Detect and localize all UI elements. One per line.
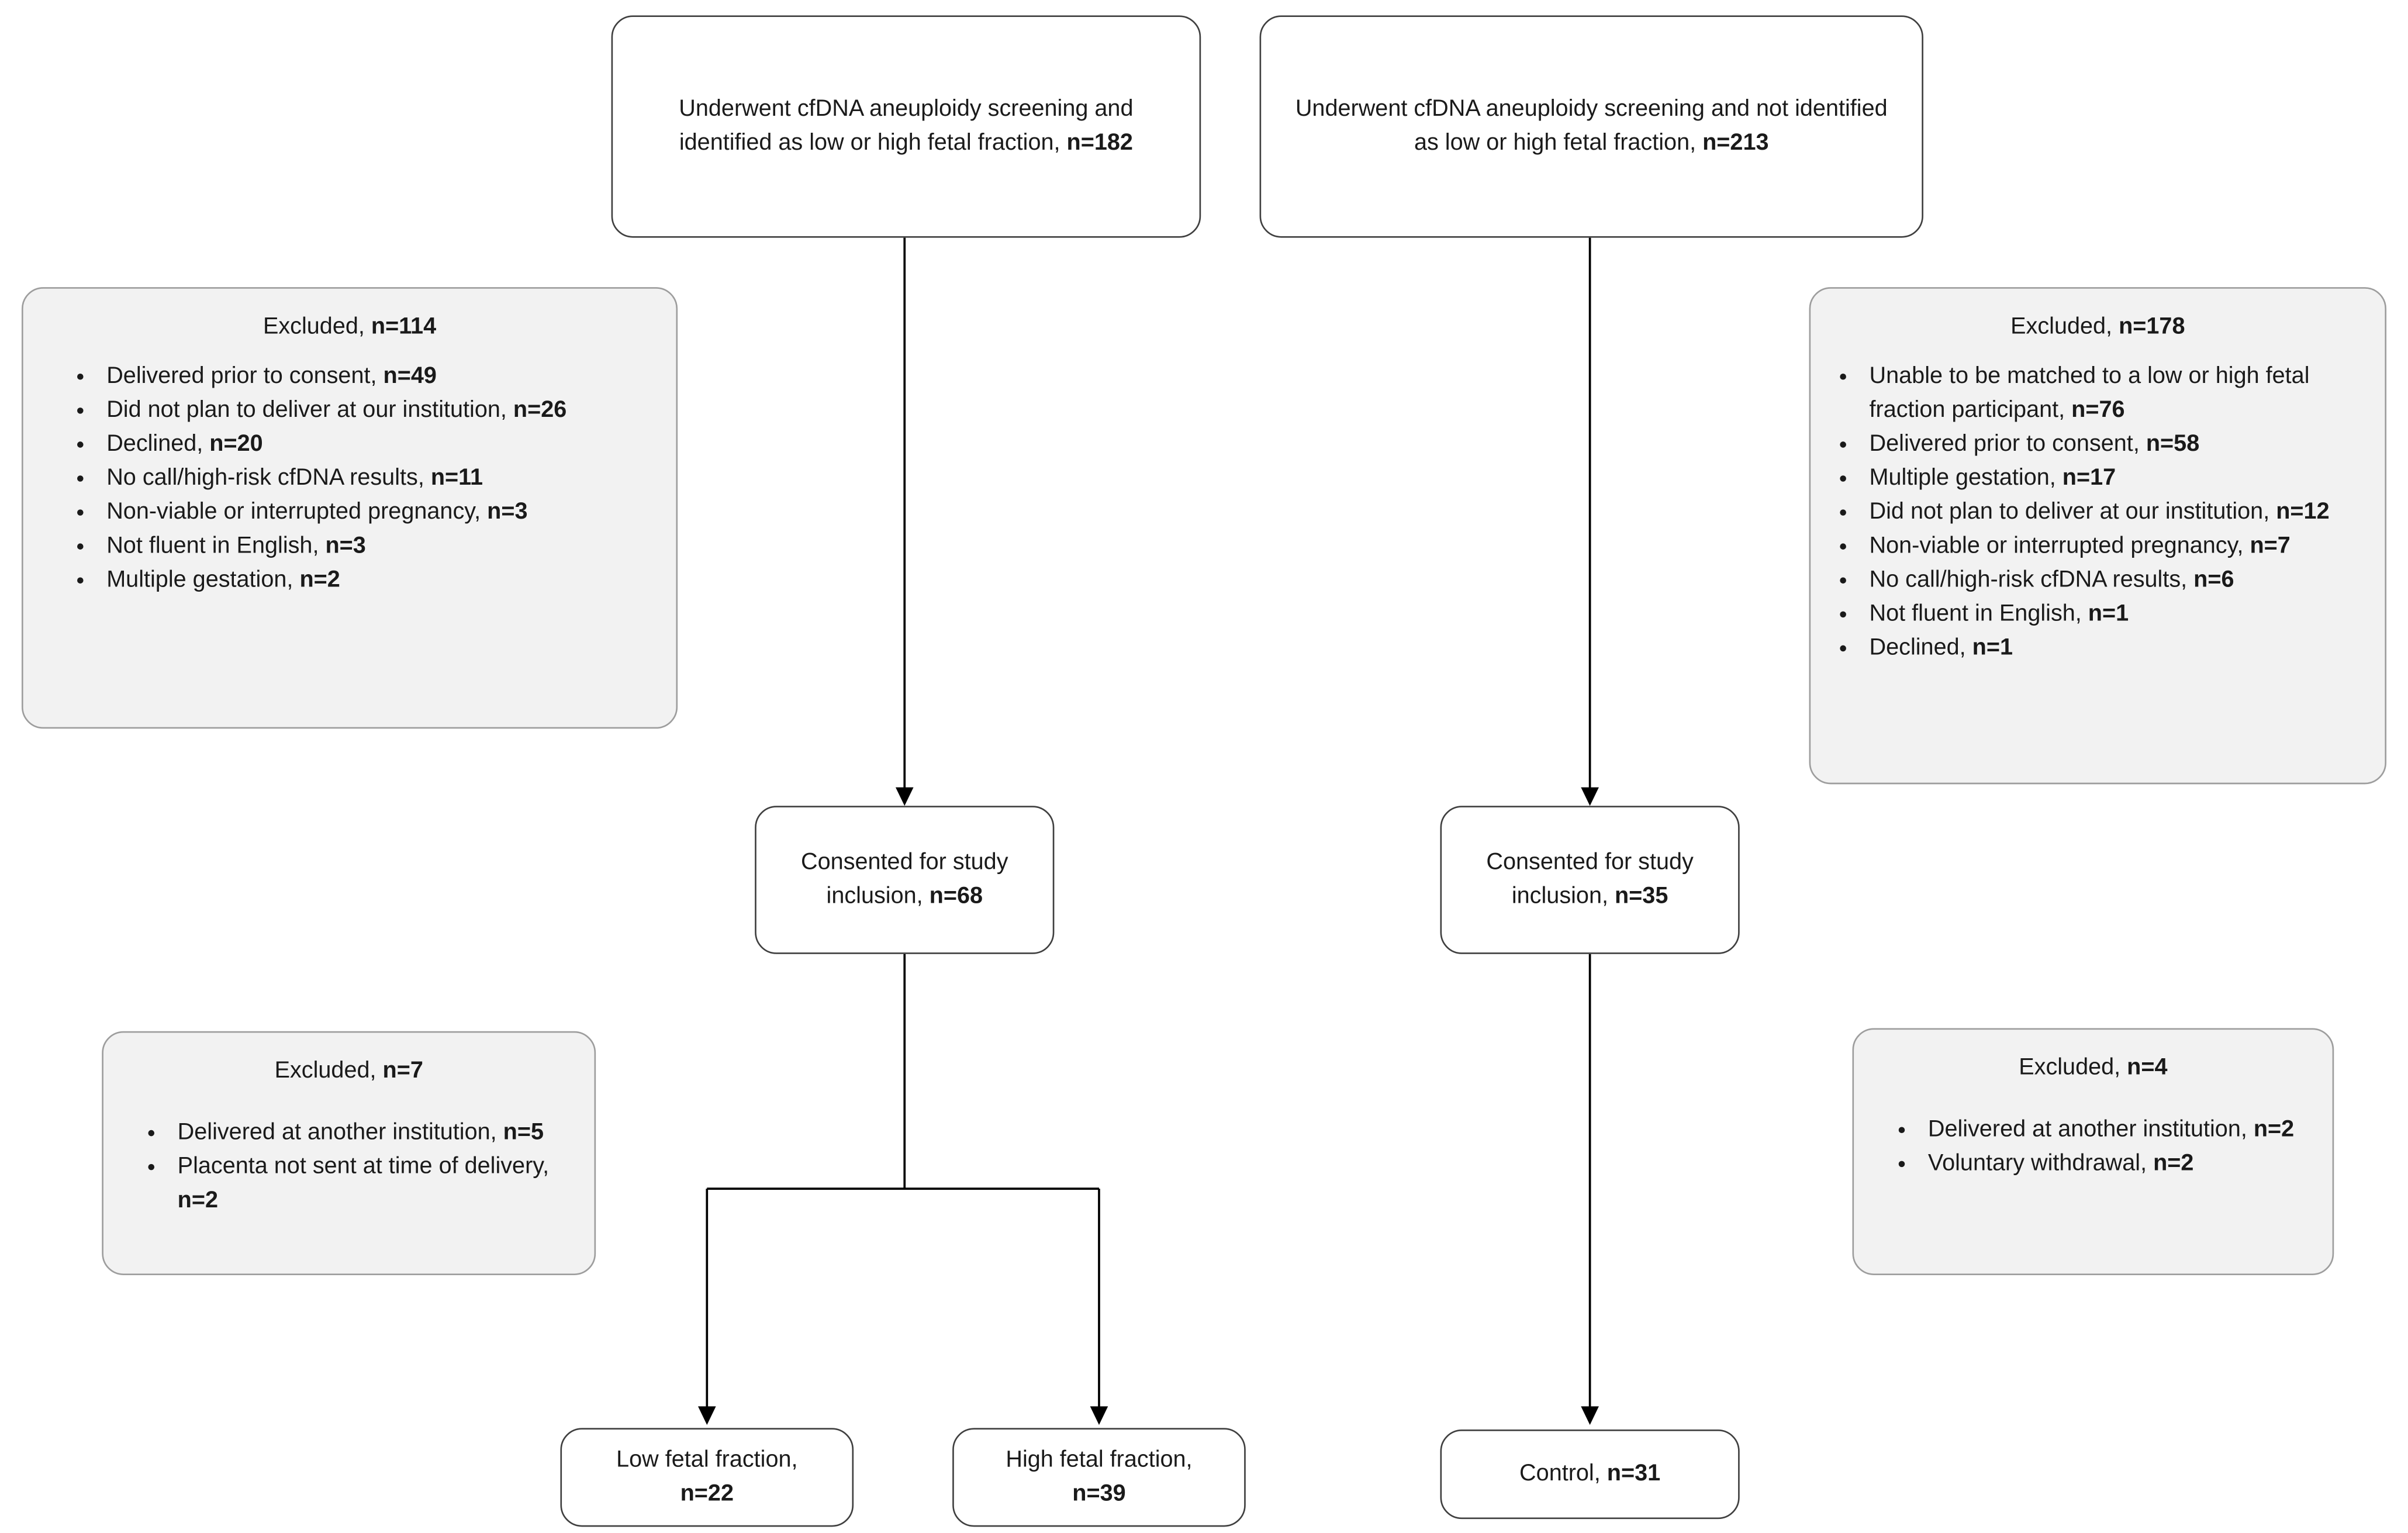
excluded-box-top-right xyxy=(1809,287,2387,784)
node-screened-not-identified xyxy=(1260,15,1923,237)
arrowhead-low-ff xyxy=(698,1406,716,1425)
excluded-list xyxy=(1854,1113,2333,1181)
list-item: • Declined, n=20 xyxy=(101,427,655,461)
node-label: Consented for study inclusion, xyxy=(801,849,1008,910)
node-count: n=213 xyxy=(1702,129,1769,156)
node-screened-not-identified-text xyxy=(1261,84,1922,170)
list-item: • Did not plan to deliver at our institution, n=12 xyxy=(1863,496,2363,530)
node-high-fetal-fraction-text xyxy=(984,1434,1214,1521)
node-low-fetal-fraction-text xyxy=(595,1434,819,1521)
node-control-text xyxy=(1498,1448,1682,1501)
excluded-title-label: Excluded, xyxy=(2019,1054,2127,1081)
excluded-title-count: n=4 xyxy=(2127,1054,2168,1081)
excluded-title xyxy=(23,289,676,344)
list-item: • Delivered prior to consent, n=49 xyxy=(101,360,655,393)
excluded-list xyxy=(103,1116,595,1218)
list-item: • Voluntary withdrawal, n=2 xyxy=(1922,1147,2310,1181)
list-item: • Non-viable or interrupted pregnancy, n=7 xyxy=(1863,530,2363,564)
node-high-fetal-fraction xyxy=(952,1428,1246,1527)
excluded-box-bottom-right xyxy=(1852,1028,2334,1275)
list-item: • Placenta not sent at time of delivery, n=2 xyxy=(171,1150,573,1218)
node-consented-right xyxy=(1440,806,1739,954)
node-screened-identified xyxy=(611,15,1201,237)
node-low-fetal-fraction xyxy=(560,1428,854,1527)
list-item: • Not fluent in English, n=1 xyxy=(1863,598,2363,631)
excluded-title-label: Excluded, xyxy=(274,1057,383,1084)
list-item: • No call/high-risk cfDNA results, n=11 xyxy=(101,461,655,495)
arrowhead-control xyxy=(1581,1406,1599,1425)
excluded-box-bottom-left xyxy=(102,1031,596,1275)
node-label: Underwent cfDNA aneuploidy screening and identified as low or high fetal fraction, xyxy=(679,95,1134,156)
node-count: n=182 xyxy=(1066,129,1133,156)
excluded-list xyxy=(23,360,676,598)
list-item: • Not fluent in English, n=3 xyxy=(101,530,655,564)
node-label: High fetal fraction, xyxy=(1006,1446,1193,1473)
excluded-box-top-left xyxy=(22,287,678,728)
node-count: n=68 xyxy=(929,883,983,910)
excluded-title-count: n=7 xyxy=(382,1057,423,1084)
arrowhead-consented-left xyxy=(896,788,914,806)
excluded-title xyxy=(1811,289,2385,344)
arrowhead-consented-right xyxy=(1581,788,1599,806)
list-item: • Did not plan to deliver at our institution, n=26 xyxy=(101,393,655,427)
node-label: Low fetal fraction, xyxy=(616,1446,798,1473)
node-control xyxy=(1440,1430,1739,1519)
node-count: n=35 xyxy=(1614,883,1668,910)
excluded-title-label: Excluded, xyxy=(262,313,371,340)
excluded-title-count: n=114 xyxy=(371,313,437,340)
node-count: n=39 xyxy=(1072,1480,1126,1507)
list-item: • No call/high-risk cfDNA results, n=6 xyxy=(1863,564,2363,598)
excluded-title-count: n=178 xyxy=(2119,313,2185,340)
list-item: • Unable to be matched to a low or high fetal fraction participant, n=76 xyxy=(1863,360,2363,427)
node-label: Consented for study inclusion, xyxy=(1486,849,1694,910)
excluded-title-label: Excluded, xyxy=(2010,313,2119,340)
node-label: Control, xyxy=(1519,1460,1607,1487)
node-label: Underwent cfDNA aneuploidy screening and not identified as low or high fetal fraction, xyxy=(1295,95,1888,156)
node-consented-left-text xyxy=(756,837,1053,923)
excluded-list xyxy=(1811,360,2385,665)
excluded-title xyxy=(103,1033,595,1088)
list-item: • Multiple gestation, n=17 xyxy=(1863,461,2363,495)
list-item: • Delivered at another institution, n=2 xyxy=(1922,1113,2310,1147)
arrowhead-high-ff xyxy=(1090,1406,1108,1425)
list-item: • Declined, n=1 xyxy=(1863,631,2363,665)
list-item: • Delivered prior to consent, n=58 xyxy=(1863,427,2363,461)
list-item: • Non-viable or interrupted pregnancy, n=3 xyxy=(101,496,655,530)
excluded-title xyxy=(1854,1030,2333,1085)
list-item: • Delivered at another institution, n=5 xyxy=(171,1116,573,1150)
node-consented-right-text xyxy=(1442,837,1738,923)
node-screened-identified-text xyxy=(613,84,1199,170)
node-consented-left xyxy=(755,806,1054,954)
node-count: n=22 xyxy=(680,1480,734,1507)
node-count: n=31 xyxy=(1607,1460,1661,1487)
list-item: • Multiple gestation, n=2 xyxy=(101,564,655,598)
